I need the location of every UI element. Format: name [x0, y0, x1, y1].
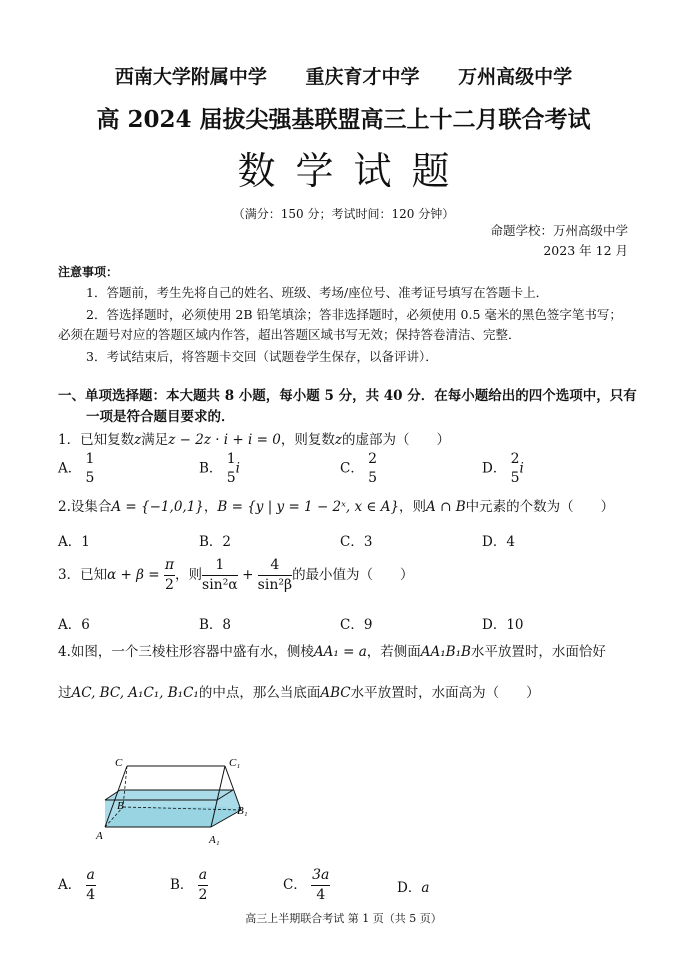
option-label: C． [283, 876, 307, 893]
q4-option-d[interactable] [397, 876, 429, 896]
fraction [511, 450, 520, 488]
q2-option-b[interactable]: B．2 [199, 534, 232, 550]
denominator: sin²α [202, 576, 238, 593]
q2-option-a[interactable]: A．1 [58, 534, 90, 550]
q2-intersection: A ∩ B [426, 499, 466, 515]
section-title-line1: 一、单项选择题：本大题共 8 小题，每小题 5 分，共 40 分．在每小题给出的四个选项中，只有 [58, 388, 637, 404]
q3-option-d[interactable]: D．10 [482, 617, 524, 633]
q1-option-c[interactable] [340, 450, 377, 488]
denominator: 2 [164, 576, 174, 593]
q4-text-mid: ，若侧面 [366, 644, 421, 660]
option-value: a [421, 880, 430, 896]
option-label: D． [397, 880, 422, 896]
option-label: A． [58, 876, 82, 893]
subject-title: 数学试题 [237, 149, 470, 193]
school-1: 西南大学附属中学 [114, 66, 267, 88]
label-b: B [117, 800, 124, 812]
q1-option-a[interactable] [58, 450, 94, 488]
numerator: 2 [368, 451, 378, 467]
setter-school: 命题学校：万州高级中学 [490, 223, 628, 238]
q4-edge: AA₁ = a [313, 644, 367, 660]
q2-option-d[interactable]: D．4 [482, 534, 515, 550]
denominator: 4 [86, 886, 96, 903]
question-2 [58, 495, 614, 515]
question-4-line1 [58, 640, 606, 660]
fraction [368, 450, 377, 488]
q4-face: AA₁B₁B [420, 644, 471, 660]
denominator: 5 [226, 469, 236, 486]
label-a: A [96, 830, 103, 842]
q2-sep: ， [203, 499, 218, 515]
q4-option-b[interactable] [170, 866, 208, 905]
q4-text-pre2: 过 [58, 685, 72, 701]
notice-item-2-cont: 必须在题号对应的答题区域内作答，超出答题区域书写无效；保持答卷清洁、完整． [58, 327, 521, 342]
fraction [198, 866, 208, 905]
fraction [311, 866, 330, 905]
notice-title: 注意事项： [58, 265, 119, 279]
numerator: π [164, 556, 175, 576]
numerator: a [86, 866, 96, 886]
score-info: （满分：150 分；考试时间：120 分钟） [232, 207, 455, 221]
q3-condition: α + β = [107, 566, 164, 583]
fraction [86, 866, 96, 905]
numerator: 3a [311, 866, 330, 886]
exam-date: 2023 年 12 月 [543, 243, 628, 258]
numerator: a [198, 866, 208, 886]
q4-option-a[interactable] [58, 866, 96, 905]
numerator: 1 [202, 556, 238, 576]
q1-var2: z [334, 432, 342, 448]
denominator: 5 [85, 469, 95, 486]
q1-equation: z − 2z · i + i = 0 [168, 432, 281, 448]
notice-item-3: 3．考试结束后，将答题卡交回（试题卷学生保存，以备评讲）． [86, 349, 438, 364]
question-3 [58, 556, 414, 595]
q1-option-d[interactable] [482, 450, 524, 488]
q1-text-mid: 满足 [141, 432, 169, 448]
option-label: B． [199, 460, 223, 477]
q4-text-tail: 水平放置时，水面恰好 [470, 644, 606, 660]
notice-item-2: 2．答选择题时，必须使用 2B 铅笔填涂；答非选择题时，必须使用 0.5 毫米的黑色签字笔书写； [86, 307, 622, 322]
label-b1: B₁ [237, 805, 248, 817]
q1-var: z [134, 432, 142, 448]
fraction-pi-over-2 [164, 556, 175, 595]
q1-text-post: ，则复数 [280, 432, 335, 448]
exam-title: 高 2024 届拔尖强基联盟高三上十二月联合考试 [96, 106, 591, 133]
denominator: sin²β [257, 576, 293, 593]
option-label: A． [58, 460, 82, 477]
q1-text-tail: 的虚部为（ ） [341, 432, 450, 448]
fraction-2 [258, 556, 292, 595]
q3-option-c[interactable]: C．9 [340, 617, 373, 633]
option-label: D． [482, 460, 507, 477]
q2-text-post: ，则 [399, 499, 427, 515]
option-label: B． [170, 876, 194, 893]
plus-sign: + [242, 566, 254, 583]
school-2: 重庆育才中学 [305, 66, 420, 88]
q4-base: ABC [320, 685, 351, 701]
q4-text-mid2: 的中点，那么当底面 [198, 685, 321, 701]
q2-text-tail: 中元素的个数为（ ） [465, 499, 615, 515]
q2-option-c[interactable]: C．3 [340, 534, 373, 550]
water-bottom [105, 807, 241, 827]
numerator: 2 [510, 451, 520, 467]
question-4-line2 [58, 681, 540, 701]
page-footer: 高三上半期联合考试 第 1 页（共 5 页） [245, 912, 442, 925]
q3-text-pre: 3．已知 [58, 566, 108, 583]
notice-item-1: 1．答题前，考生先将自己的姓名、班级、考场/座位号、准考证号填写在答题卡上． [86, 285, 549, 300]
q3-text-tail: 的最小值为（ ） [292, 566, 414, 583]
school-3: 万州高级中学 [458, 66, 573, 88]
denominator: 4 [316, 886, 326, 903]
label-a1: A₁ [209, 834, 220, 846]
q3-text-mid: ，则 [175, 566, 203, 583]
denominator: 5 [368, 469, 378, 486]
section-title-line2: 一项是符合题目要求的． [86, 409, 235, 425]
numerator: 4 [258, 556, 292, 576]
label-c: C [115, 757, 123, 769]
denominator: 5 [510, 469, 520, 486]
q3-option-a[interactable]: A．6 [58, 617, 90, 633]
imag-unit: i [519, 460, 524, 477]
numerator: 1 [226, 451, 236, 467]
imag-unit: i [235, 460, 240, 477]
q2-set-b: B = {y | y = 1 − 2ˣ, x ∈ A} [217, 499, 400, 515]
fraction-1 [202, 556, 238, 595]
prism-figure [95, 752, 265, 852]
q2-set-a: A = {−1,0,1} [111, 499, 204, 515]
q3-option-b[interactable]: B．8 [199, 617, 232, 633]
option-label: C． [340, 460, 364, 477]
q2-text-pre: 2.设集合 [58, 499, 112, 515]
q4-text-tail2: 水平放置时，水面高为（ ） [350, 685, 540, 701]
q4-option-c[interactable] [283, 866, 330, 905]
denominator: 2 [198, 886, 208, 903]
q1-option-b[interactable] [199, 450, 240, 488]
numerator: 1 [85, 451, 95, 467]
label-c1: C₁ [229, 757, 241, 769]
q4-text-pre: 4.如图，一个三棱柱形容器中盛有水，侧棱 [58, 644, 314, 660]
q4-edges: AC, BC, A₁C₁, B₁C₁ [71, 685, 199, 701]
q1-text-pre: 1．已知复数 [58, 432, 135, 448]
fraction [227, 450, 236, 488]
school-names [0, 62, 687, 89]
question-1 [58, 428, 450, 448]
fraction [86, 450, 95, 488]
